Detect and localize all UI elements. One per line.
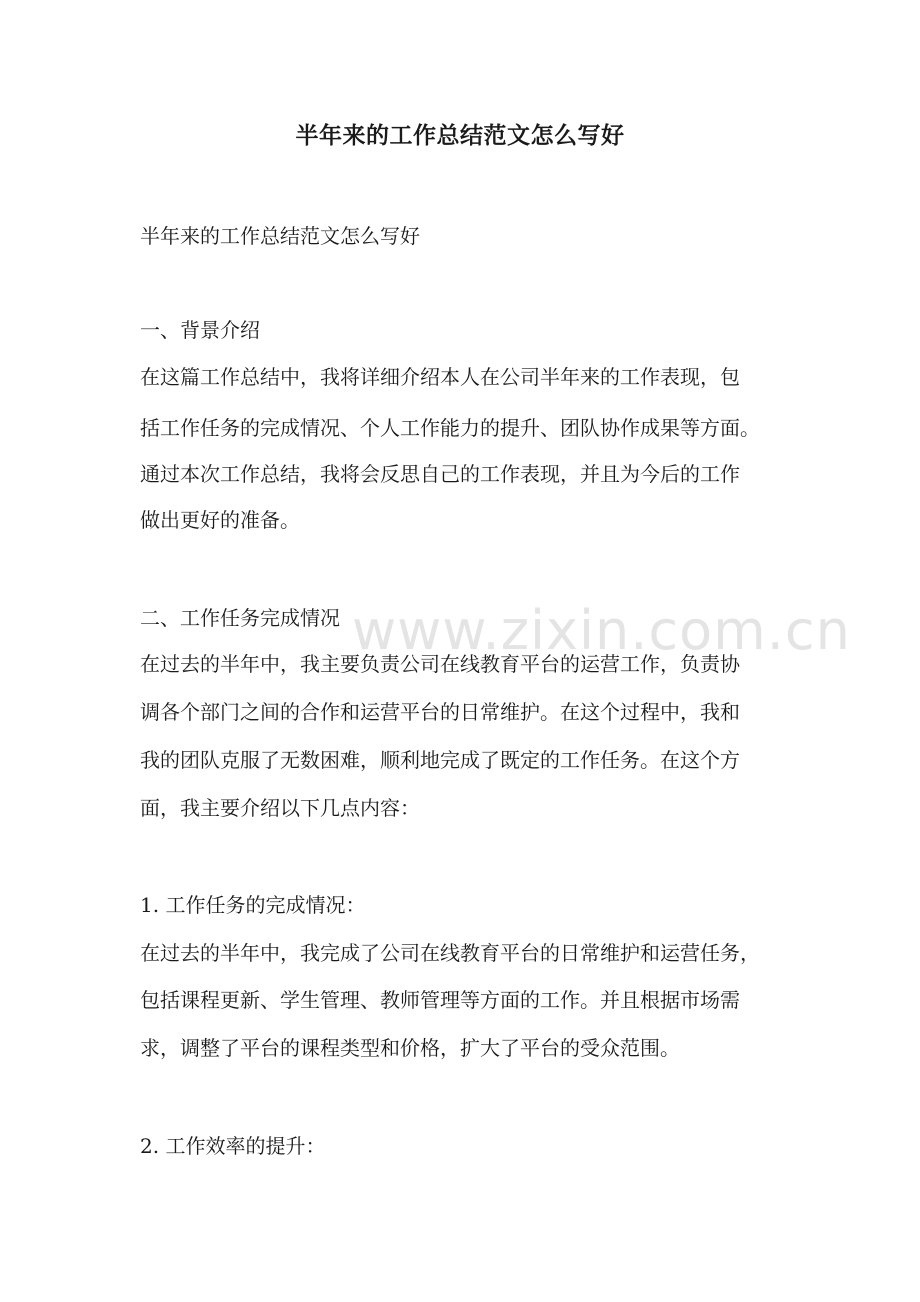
paragraph-line: 在过去的半年中，我完成了公司在线教育平台的日常维护和运营任务， — [140, 941, 760, 965]
paragraph-line: 包括课程更新、学生管理、教师管理等方面的工作。并且根据市场需 — [140, 988, 740, 1012]
paragraph-line: 在这篇工作总结中，我将详细介绍本人在公司半年来的工作表现，包 — [140, 365, 740, 389]
paragraph-line: 做出更好的准备。 — [140, 508, 300, 532]
document-title: 半年来的工作总结范文怎么写好 — [295, 122, 625, 149]
section-heading-background: 一、背景介绍 — [140, 318, 260, 342]
section-heading-tasks: 二、工作任务完成情况 — [140, 606, 340, 630]
paragraph-line: 面，我主要介绍以下几点内容： — [140, 796, 420, 820]
subsection-heading-completion: 1. 工作任务的完成情况： — [140, 893, 366, 917]
subsection-heading-efficiency: 2. 工作效率的提升： — [140, 1134, 326, 1158]
paragraph-line: 调各个部门之间的合作和运营平台的日常维护。在这个过程中，我和 — [140, 700, 740, 724]
paragraph-line: 我的团队克服了无数困难，顺利地完成了既定的工作任务。在这个方 — [140, 748, 740, 772]
paragraph-line: 在过去的半年中，我主要负责公司在线教育平台的运营工作，负责协 — [140, 652, 740, 676]
paragraph-line: 通过本次工作总结，我将会反思自己的工作表现，并且为今后的工作 — [140, 462, 740, 486]
paragraph-line: 求，调整了平台的课程类型和价格，扩大了平台的受众范围。 — [140, 1036, 680, 1060]
paragraph-line: 括工作任务的完成情况、个人工作能力的提升、团队协作成果等方面。 — [140, 416, 760, 440]
document-subtitle: 半年来的工作总结范文怎么写好 — [140, 224, 420, 248]
watermark-text: www.zixin.com.cn — [352, 599, 851, 662]
